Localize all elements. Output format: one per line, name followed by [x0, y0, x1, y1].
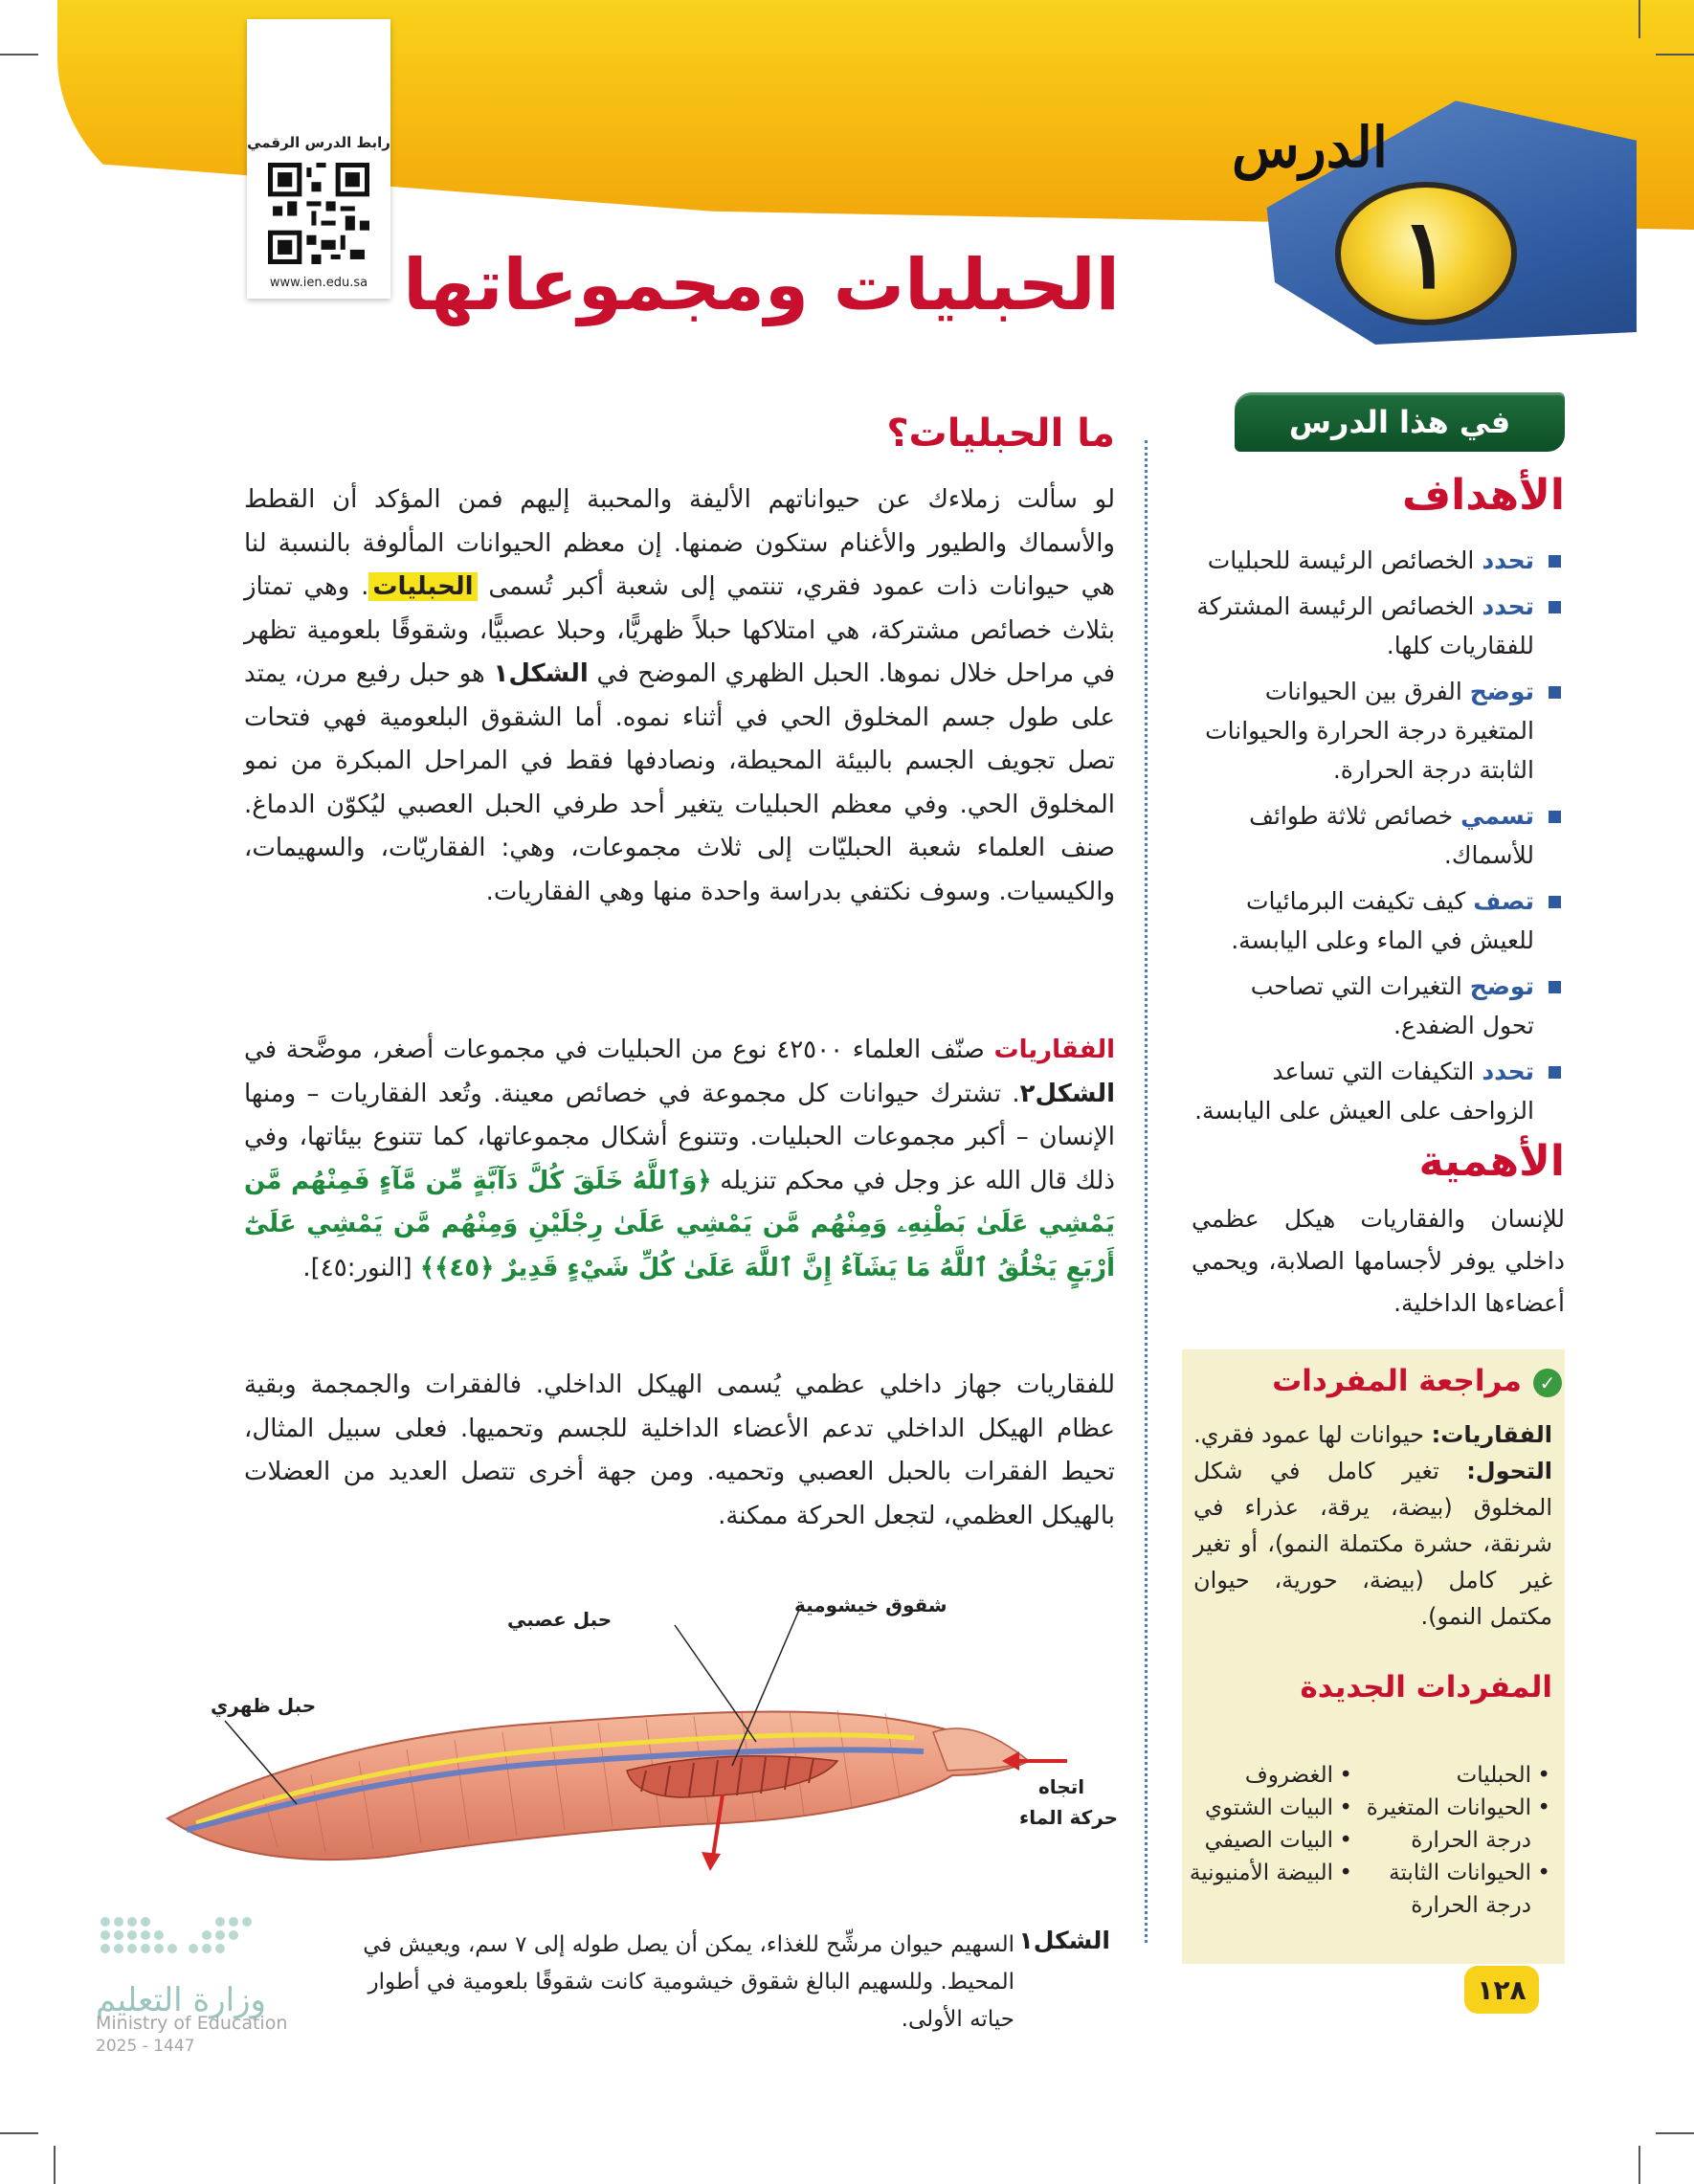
paragraph-vertebrates	[244, 1029, 1115, 1290]
figure-caption-text: السهيم حيوان مرشِّح للغذاء، يمكن أن يصل طوله إلى ٧ سم، ويعيش في المحيط. وللسهيم البالغ شقوق خيشومية كانت شقوقًا بلعومية في أطوار حياته الأولى.	[363, 1932, 1014, 2032]
paragraph-text: هو حبل رفيع مرن، يمتد على طول جسم المخلوق الحي في أثناء نموه. أما الشقوق البلعومية فهي فتحات تصل تجويف الجسم بالبيئة المحيطة، ونصادفها فقط في المراحل المبكرة من نمو المخلوق الحي. وفي معظم الحبليات يتغير أحد طرفي الحبل العصبي ليُكوّن الدماغ. صنف العلماء شعبة الحبليّات إلى ثلاث مجموعات، وهي: الفقاريّات، والسهيمات، والكيسيات. وسوف نكتفي بدراسة واحدة منها وهي الفقاريات.	[244, 659, 1115, 906]
importance-text: للإنسان والفقاريات هيكل عظمي داخلي يوفر لأجسامها الصلابة، ويحمي أعضاءها الداخلية.	[1192, 1205, 1565, 1317]
paragraph-skeleton: للفقاريات جهاز داخلي عظمي يُسمى الهيكل الداخلي. فالفقرات والجمجمة وبقية عظام الهيكل الداخلي تدعم الأعضاء الداخلية للجسم وتحميها. فعلى سبيل المثال، تحيط الفقرات بالحبل العصبي وتحميه. ومن جهة أخرى تتصل العديد من العضلات بالهيكل العظمي، لتجعل الحركة ممكنة.	[244, 1371, 1115, 1530]
figure-reference: الشكل١	[493, 659, 589, 688]
objective-verb: تحدد	[1482, 546, 1534, 574]
in-this-lesson-tab: في هذا الدرس	[1235, 392, 1565, 452]
quran-verse: ﴿وَٱللَّهُ خَلَقَ كُلَّ دَآبَّةٍ مِّن مَّآءٍ فَمِنْهُم مَّن يَمْشِي عَلَىٰ بَطْنِهِۦ وَمِنْهُم مَّن يَمْشِي عَلَىٰ رِجْلَيْنِ وَمِنْهُم مَّن يَمْشِي عَلَىٰٓ أَرْبَعٍ يَخْلُقُ ٱللَّهُ مَا يَشَآءُ إِنَّ ٱللَّهَ عَلَىٰ كُلِّ شَيْءٍ قَدِيرٌ ﴿٤٥﴾﴾	[244, 1166, 1115, 1282]
crop-mark	[54, 2146, 56, 2184]
new-vocab-column-left	[1163, 1759, 1354, 1889]
objective-verb: توضح	[1469, 678, 1534, 705]
ministry-year: 2025 - 1447	[96, 2037, 195, 2056]
objective-item	[1192, 881, 1565, 960]
lancelet-body	[167, 1711, 1029, 1860]
crop-mark	[0, 2132, 38, 2134]
crop-mark	[1656, 2132, 1694, 2134]
qr-url[interactable]: www.ien.edu.sa	[269, 276, 368, 290]
ministry-name-english: Ministry of Education	[96, 2013, 288, 2034]
vocab-term: التحول:	[1466, 1458, 1552, 1484]
qr-label: رابط الدرس الرقمي	[247, 134, 390, 151]
objective-verb: تسمي	[1460, 802, 1534, 830]
vocab-definition: حيوانات لها عمود فقري.	[1193, 1421, 1424, 1448]
ministry-logo-icon	[96, 1914, 297, 1972]
inline-heading: الفقاريات	[993, 1036, 1116, 1064]
column-divider	[1145, 440, 1148, 1943]
vocab-review-item	[1193, 1416, 1552, 1453]
objective-verb: تصف	[1473, 887, 1534, 915]
label-gill-slits: شقوق خيشومية	[794, 1593, 947, 1616]
lesson-word: الدرس	[1231, 115, 1388, 180]
new-vocab-item: • البيات الشتوي	[1163, 1792, 1354, 1824]
vocab-definition: تغير كامل في شكل المخلوق (بيضة، يرقة، عذراء في شرنقة، حشرة مكتملة النمو)، أو تغير غير كامل (بيضة، حورية، حيوان مكتمل النمو).	[1193, 1458, 1552, 1630]
verse-reference: [النور:٤٥].	[302, 1253, 412, 1282]
lesson-number-badge: ١	[1335, 182, 1517, 325]
page-title: الحبليات ومجموعاتها	[403, 244, 1120, 326]
section-heading: ما الحبليات؟	[886, 412, 1115, 456]
paragraph-intro	[244, 479, 1115, 914]
objectives-list	[1192, 541, 1565, 1137]
paragraph-text: لو سألت زملاءك عن حيواناتهم الأليفة والمحببة إليهم فمن المؤكد أن القطط والأسماك والطيور والأغنام ستكون ضمنها. إن معظم الحيوانات المألوفة بالنسبة لنا هي حيوانات ذات عمود فقري، تنتمي إلى شعبة أكبر تُسمى	[244, 485, 1115, 601]
objective-text: كيف تكيفت البرمائيات للعيش في الماء وعلى اليابسة.	[1231, 887, 1534, 954]
qr-code-icon[interactable]	[268, 163, 369, 264]
label-water-direction-2: حركة الماء	[1019, 1806, 1119, 1829]
objective-item	[1192, 796, 1565, 875]
objective-verb: تحدد	[1482, 592, 1534, 620]
vocab-term: الفقاريات:	[1431, 1421, 1552, 1448]
new-vocab-item: • الحيوانات المتغيرة درجة الحرارة	[1361, 1792, 1552, 1857]
objective-item	[1192, 587, 1565, 665]
page-number: ١٢٨	[1464, 1966, 1539, 2014]
ministry-name-arabic: وزارة التعليم	[96, 1981, 266, 2019]
objective-text: الفرق بين الحيوانات المتغيرة درجة الحرارة والحيوانات الثابتة درجة الحرارة.	[1205, 678, 1534, 784]
importance-heading: الأهمية	[1418, 1137, 1565, 1186]
highlighted-term: الحبليات	[368, 572, 477, 601]
objective-item	[1192, 1052, 1565, 1130]
objective-text: خصائص ثلاثة طوائف للأسماك.	[1249, 802, 1534, 869]
objective-text: التكيفات التي تساعد الزواحف على العيش على اليابسة.	[1194, 1058, 1534, 1125]
vocab-review-title: مراجعة المفردات	[1272, 1364, 1522, 1398]
objective-text: الخصائص الرئيسة المشتركة للفقاريات كلها.	[1196, 592, 1534, 659]
crop-mark	[1656, 54, 1694, 56]
new-vocab-item: • البيات الصيفي	[1163, 1824, 1354, 1857]
objectives-heading: الأهداف	[1402, 471, 1565, 520]
lancelet-figure	[148, 1579, 1086, 1905]
label-water-direction-1: اتجاه	[1038, 1775, 1085, 1798]
vocab-review-item	[1193, 1453, 1552, 1635]
paragraph-text: . تشترك حيوانات كل مجموعة في خصائص معينة. وتُعد الفقاريات – ومنها الإنسان – أكبر مجموعات الحبليات. وتتنوع أشكال مجموعاتها، كما تتنوع بيئاتها، وفي ذلك قال الله عز وجل في محكم تنزيله	[244, 1079, 1115, 1195]
vocab-review-icon: ✓	[1533, 1369, 1562, 1397]
figure-reference: الشكل٢	[1019, 1079, 1115, 1108]
label-notochord: حبل ظهري	[211, 1694, 317, 1717]
objective-item	[1192, 967, 1565, 1045]
new-vocab-column-right	[1361, 1759, 1552, 1922]
crop-mark	[1638, 0, 1640, 38]
objective-verb: تحدد	[1482, 1058, 1534, 1085]
objective-item	[1192, 541, 1565, 580]
objective-verb: توضح	[1469, 972, 1534, 1000]
new-vocab-item: • الحيوانات الثابتة درجة الحرارة	[1361, 1857, 1552, 1922]
paragraph-text: صنّف العلماء ٤٢٥٠٠ نوع من الحبليات في مجموعات أصغر، موضَّحة في	[244, 1036, 985, 1064]
objective-text: التغيرات التي تصاحب تحول الضفدع.	[1250, 972, 1534, 1039]
objective-text: الخصائص الرئيسة للحبليات	[1207, 546, 1475, 574]
crop-mark	[0, 54, 38, 56]
new-vocab-title: المفردات الجديدة	[1300, 1670, 1552, 1705]
new-vocab-item: • الحبليات	[1361, 1759, 1552, 1792]
label-nerve-cord: حبل عصبي	[507, 1608, 613, 1631]
figure-caption-label: الشكل١	[1018, 1927, 1110, 1954]
crop-mark	[1638, 2146, 1640, 2184]
paragraph-text: . وهي تمتاز بثلاث خصائص مشتركة، هي امتلاكها حبلاً ظهريًّا، وحبلا عصبيًّا، وشقوقًا بلعومية تظهر في مراحل خلال نموها. الحبل الظهري الموضح في	[244, 572, 1115, 688]
new-vocab-item: • الغضروف	[1163, 1759, 1354, 1792]
vocab-review-list	[1193, 1416, 1552, 1635]
objective-item	[1192, 672, 1565, 790]
new-vocab-item: • البيضة الأمنيونية	[1163, 1857, 1354, 1889]
